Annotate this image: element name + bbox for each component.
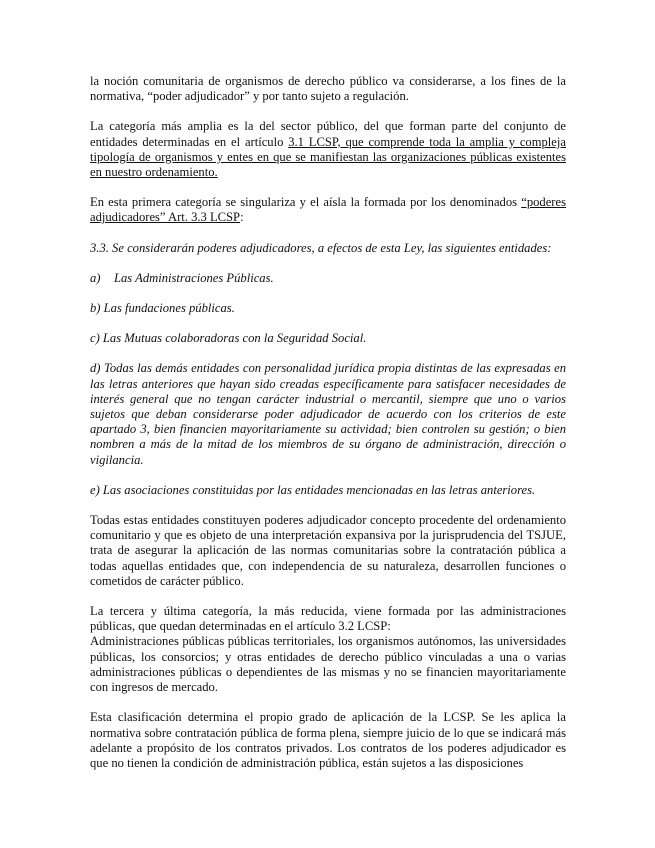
paragraph-entidades: Todas estas entidades constituyen poderes adjudicador concepto procedente del ordenamiento comunitario y que es objeto de una interpretación expansiva por la jurisprudencia del TSJUE, trata de asegurar la aplicación de las normas comunitarias sobre la contratación pública a todas aquellas entidades que, con independencia de su naturaleza, desarrollen funciones o cometidos de carácter público. [90,513,566,588]
paragraph-text: La categoría más amplia es la del sector público, del que forman parte del conjunto de entidades determinadas en el artículo [90,119,566,149]
list-item-c: c) Las Mutuas colaboradoras con la Seguridad Social. [90,331,367,346]
document-page [90,74,566,786]
paragraph-administraciones: Administraciones públicas públicas territoriales, los organismos autónomos, las universidades públicas, los consorcios; y otras entidades de derecho público vinculadas a una o varias administraciones públicas o dependientes de las mismas y no se financien mayoritariamente con ingresos de mercado. [90,634,566,695]
paragraph-intro: la noción comunitaria de organismos de derecho público va considerarse, a los fines de la normativa, “poder adjudicador” y por tanto sujeto a regulación. [90,74,566,104]
paragraph-clasificacion: Esta clasificación determina el propio grado de aplicación de la LCSP. Se les aplica la normativa sobre contratación pública de forma plena, siempre juicio de lo que se indicará más adelante a propósito de los contratos privados. Los contratos de los poderes adjudicador es que no tienen la condición de administración pública, están sujetos a las disposiciones [90,710,566,770]
paragraph-tercera-categoria: La tercera y última categoría, la más reducida, viene formada por las administraciones públicas, que quedan determinadas en el artículo 3.2 LCSP: [90,604,566,634]
underlined-reference: “poderes adjudicadores” Art. 3.3 LCSP [90,195,566,225]
list-item-a [90,271,566,286]
paragraph-poderes-adjudicadores [90,195,566,225]
list-item-e: e) Las asociaciones constituidas por las entidades mencionadas en las letras anteriores. [90,482,536,497]
paragraph-sector-publico [90,119,566,180]
paragraph-text: En esta primera categoría se singulariza y el aísla la formada por los denominados [90,195,522,210]
underlined-reference: 3.1 LCSP, que comprende toda la amplia y compleja tipología de organismos y entes en que se manifiestan las organizaciones públicas existentes en nuestro ordenamiento. [90,134,566,180]
list-item-text: Las Administraciones Públicas. [114,270,274,285]
list-item-b: b) Las fundaciones públicas. [90,301,235,316]
quote-intro: 3.3. Se considerarán poderes adjudicadores, a efectos de esta Ley, las siguientes entidades: [90,240,552,255]
list-item-d: d) Todas las demás entidades con personalidad jurídica propia distintas de las expresadas en las letras anteriores que hayan sido creadas específicamente para satisfacer necesidades de interés general que no tengan carácter industrial o mercantil, siempre que uno o varios sujetos que deban considerarse poder adjudicador de acuerdo con los criterios de este apartado 3, bien financien mayoritariamente su actividad; bien controlen su gestión; o bien nombren a más de la mitad de los miembros de su órgano de administración, dirección o vigilancia. [90,361,566,467]
list-marker: a) [90,270,101,285]
paragraph-text: : [240,210,244,225]
